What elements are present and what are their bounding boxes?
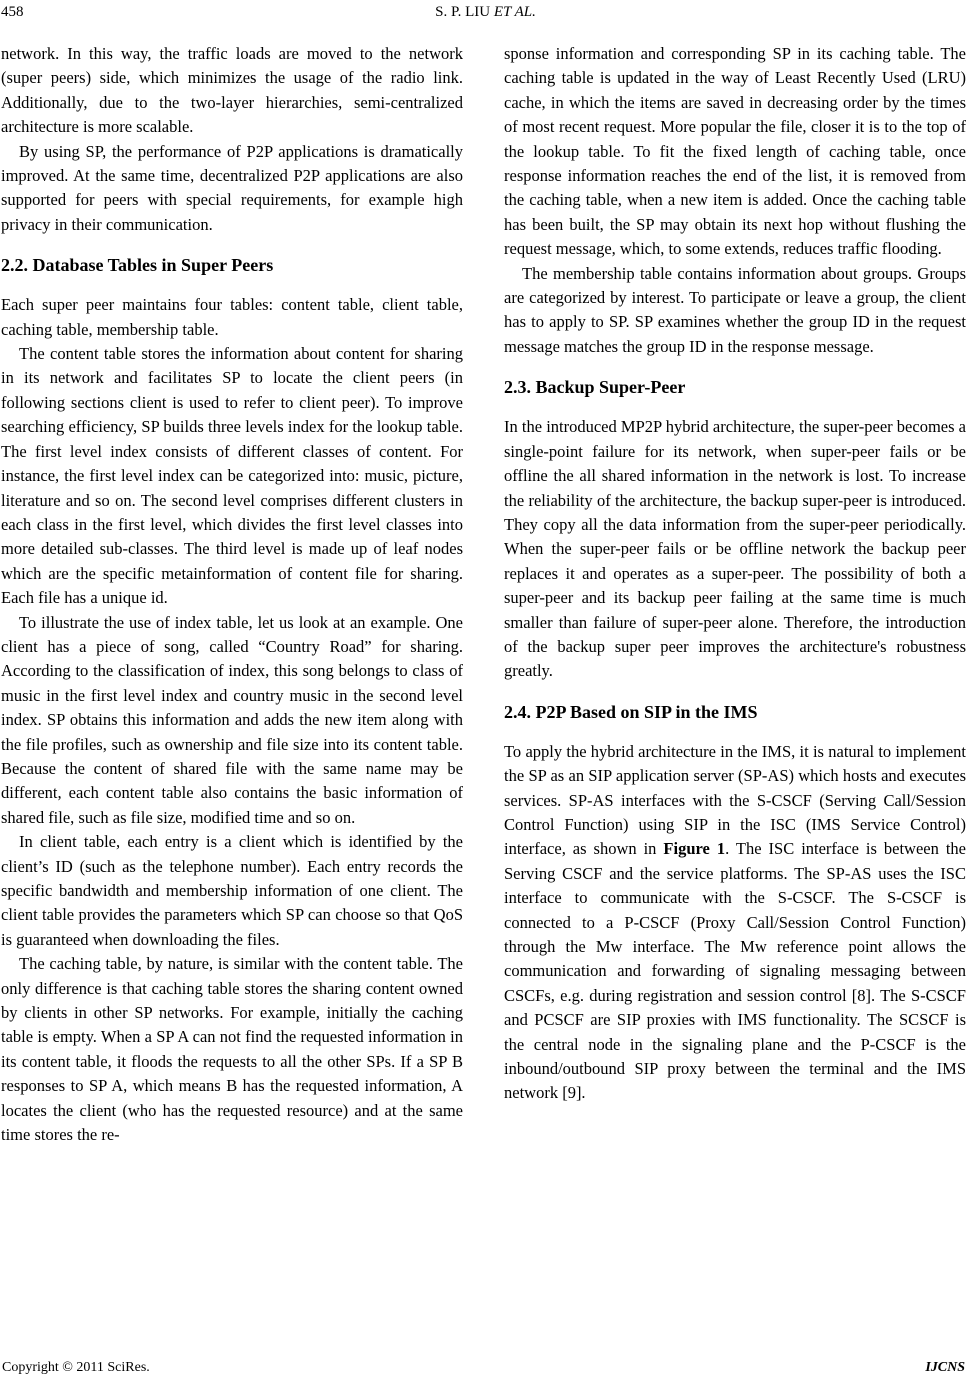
section-heading-2-2: 2.2. Database Tables in Super Peers: [1, 255, 274, 276]
journal-abbreviation: IJCNS: [925, 1360, 965, 1375]
paragraph-content-table: The content table stores the information about content for sharing in its network and facilitates SP to locate the client peers (in following sections client is used to refer to client peer). To improve searching efficiency, SP builds three levels index for the lookup table. The first level index consists of different classes of content. For instance, the first level index can be categorized into: music, picture, literature and so on. The second level comprises different clusters in each class in the first level, which divides the first level classes into more detailed sub-classes. The third level is made up of leaf nodes which are the specific metainformation of content file for sharing. Each file has a unique id.: [1, 344, 463, 608]
left-column: [1, 42, 463, 1147]
page-number: 458: [1, 4, 24, 20]
ims-text-after: . The ISC interface is between the Serving CSCF and the service platforms. The SP-AS uses the ISC interface to communicate with the S-CSCF. The S-CSCF is connected to a P-CSCF (Proxy Call/Session Control Function) through the Mw interface. The Mw reference point allows the communication and forwarding of signaling messaging between CSCFs, e.g. during registration and session control [8]. The S-CSCF and PCSCF are SIP proxies with IMS functionality. The SCSCF is the central node in the signaling plane and the P-CSCF is the inbound/outbound SIP proxy between the terminal and the IMS network [9].: [504, 839, 966, 1103]
running-title: [0, 4, 971, 21]
paragraph-membership-table: The membership table contains information about groups. Groups are categorized by interest. To participate or leave a group, the client has to apply to SP. SP examines whether the group ID in the request message matches the group ID in the response message.: [504, 263, 966, 356]
paragraph-client-table: In client table, each entry is a client which is identified by the client’s ID (such as the telephone number). Each entry records the specific bandwidth and membership information of one client. The client table provides the parameters which SP can choose so that QoS is guaranteed when downloading the files.: [1, 832, 463, 949]
paragraph-caching-continued: sponse information and corresponding SP in its caching table. The caching table is updated in the way of Least Recently Used (LRU) cache, in which the items are saved in decreasing order by the times of most recent request. More popular the file, closer it is to the top of the lookup table. To fit the fixed length of caching table, once response information reaches the end of the list, it is removed from the caching table, when a new item is added. Once the caching table has been built, the SP may obtain its next hop without flushing the request message, which, to some extends, reduces traffic flooding.: [504, 44, 966, 259]
section-heading-2-4: 2.4. P2P Based on SIP in the IMS: [504, 701, 758, 722]
section-heading-2-3: 2.3. Backup Super-Peer: [504, 377, 686, 398]
paragraph-caching-table: The caching table, by nature, is similar with the content table. The only difference is that caching table stores the sharing content owned by clients in other SP networks. For example, initially the caching table is empty. When a SP A can not find the requested information in its content table, it floods the requests to all the other SPs. If a SP B responses to SP A, which means B has the requested information, A locates the client (who has the requested resource) and at the same time stores the re-: [1, 954, 463, 1145]
paragraph-four-tables: Each super peer maintains four tables: content table, client table, caching table, membership table.: [1, 295, 463, 339]
paragraph-sp-performance: By using SP, the performance of P2P applications is dramatically improved. At the same time, decentralized P2P applications are also supported for peers with special requirements, for example high privacy in their communication.: [1, 141, 463, 234]
running-title-authors: S. P. LIU: [435, 4, 491, 20]
figure-1-reference[interactable]: Figure 1: [663, 839, 726, 859]
paragraph-p2p-sip-ims: [504, 740, 966, 1106]
right-column: [504, 42, 966, 1106]
ims-text-before: To apply the hybrid architecture in the IMS, it is natural to implement the SP as an SIP application server (SP-AS) which hosts and executes services. SP-AS interfaces with the S-CSCF (Serving Call/Session Control Function) using SIP in the ISC (IMS Service Control) interface, as shown in: [504, 741, 966, 859]
paragraph-backup-super-peer: In the introduced MP2P hybrid architecture, the super-peer becomes a single-point failure for its network, when super-peer fails or be offline the all shared information in the network is lost. To increase the reliability of the architecture, the backup super-peer is introduced. They copy all the data information from the super-peer periodically. When the super-peer fails or be offline network the backup peer replaces it and operates as a super-peer. The possibility of both a super-peer and its backup peer failing at the same time is much smaller than failure of super-peer alone. Therefore, the introduction of the backup super peer improves the architecture's robustness greatly.: [504, 417, 966, 681]
page-header: [0, 2, 971, 26]
paragraph-index-example: To illustrate the use of index table, let us look at an example. One client has a piece of song, called “Country Road” for sharing. According to the classification of index, this song belongs to class of music in the first level index and country music in the second level index. SP obtains this information and adds the new item along with the file profiles, such as ownership and file size into its content table. Because the content of shared file with the same name may be different, each content table also contains the basic information of shared file, such as file size, modified time and so on.: [1, 612, 463, 827]
copyright-notice: Copyright © 2011 SciRes.: [2, 1360, 150, 1375]
running-title-etal: ET AL.: [493, 4, 536, 20]
paragraph-intro-end: network. In this way, the traffic loads are moved to the network (super peers) side, which minimizes the usage of the radio link. Additionally, due to the two-layer hierarchies, semi-centralized architecture is more scalable.: [1, 44, 463, 137]
